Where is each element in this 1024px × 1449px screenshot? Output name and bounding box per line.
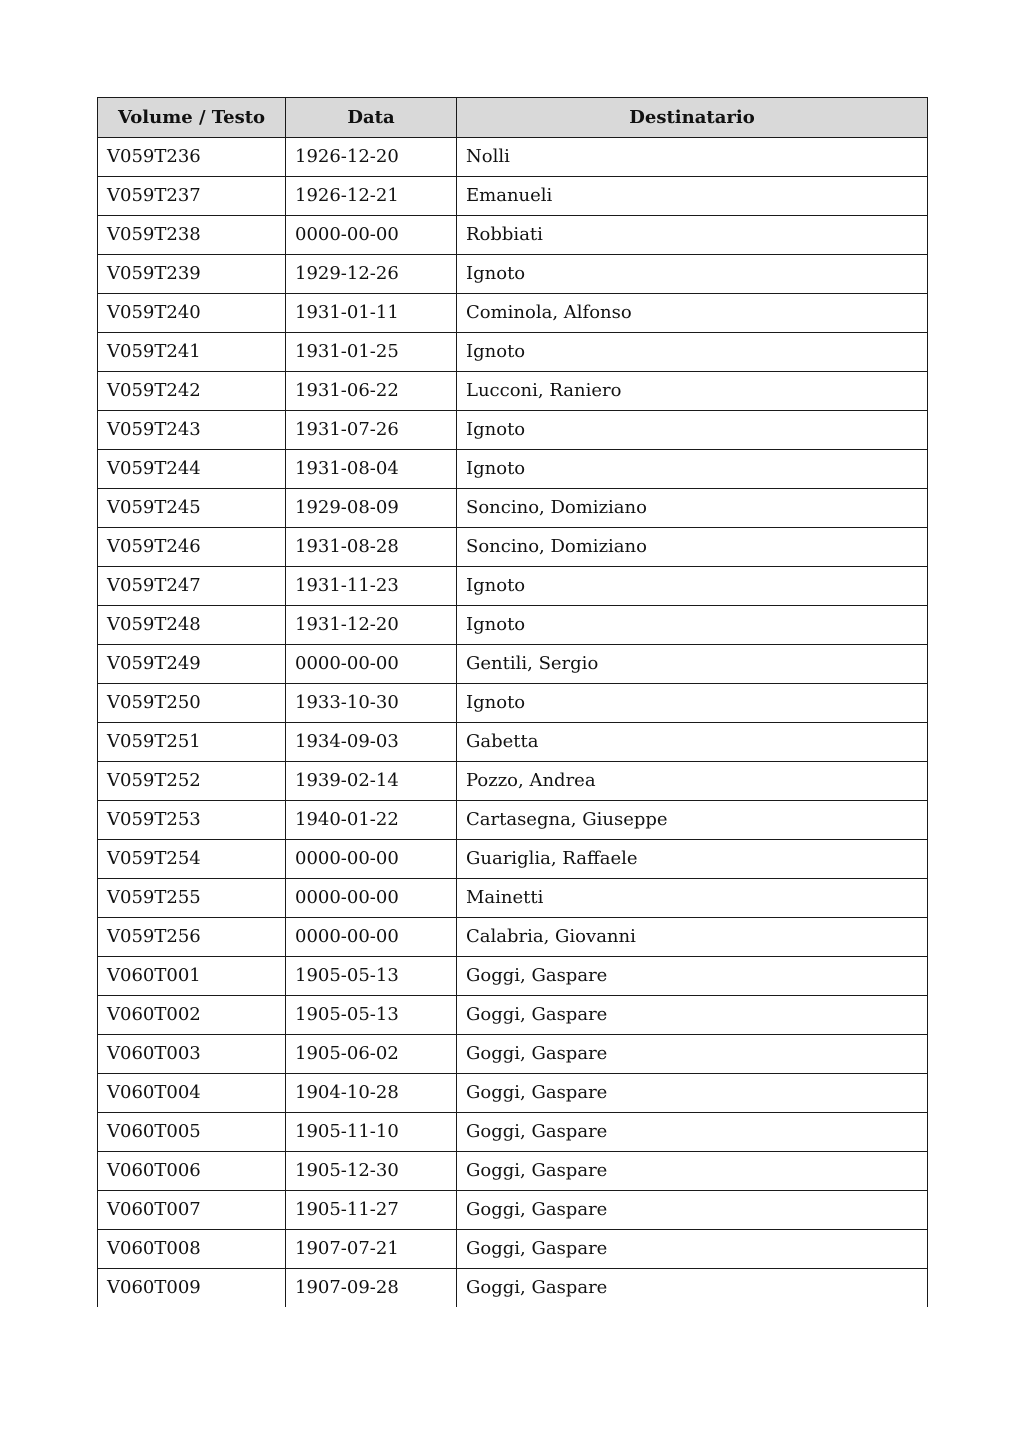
cell-data: 1905-11-27 [286, 1191, 457, 1230]
table-row [98, 762, 928, 801]
table-header [98, 98, 928, 138]
column-header-destinatario: Destinatario [457, 98, 928, 138]
table-row [98, 1074, 928, 1113]
cell-destinatario: Ignoto [457, 333, 928, 372]
table-row [98, 216, 928, 255]
header-row [98, 98, 928, 138]
cell-destinatario: Soncino, Domiziano [457, 528, 928, 567]
cell-data: 1931-08-28 [286, 528, 457, 567]
table-row [98, 645, 928, 684]
table-row [98, 372, 928, 411]
table-row [98, 684, 928, 723]
table-row [98, 333, 928, 372]
table-row [98, 294, 928, 333]
table-body [98, 138, 928, 1308]
cell-volume-testo: V059T246 [98, 528, 286, 567]
cell-volume-testo: V060T002 [98, 996, 286, 1035]
table-row [98, 411, 928, 450]
cell-destinatario: Goggi, Gaspare [457, 1074, 928, 1113]
cell-destinatario: Calabria, Giovanni [457, 918, 928, 957]
cell-destinatario: Emanueli [457, 177, 928, 216]
cell-volume-testo: V060T003 [98, 1035, 286, 1074]
cell-volume-testo: V060T009 [98, 1269, 286, 1308]
cell-destinatario: Goggi, Gaspare [457, 1230, 928, 1269]
cell-volume-testo: V059T255 [98, 879, 286, 918]
cell-destinatario: Ignoto [457, 255, 928, 294]
table-row [98, 996, 928, 1035]
cell-data: 1931-01-11 [286, 294, 457, 333]
cell-destinatario: Nolli [457, 138, 928, 177]
cell-data: 1929-12-26 [286, 255, 457, 294]
cell-destinatario: Goggi, Gaspare [457, 996, 928, 1035]
cell-volume-testo: V060T004 [98, 1074, 286, 1113]
table-row [98, 177, 928, 216]
cell-volume-testo: V059T253 [98, 801, 286, 840]
cell-destinatario: Goggi, Gaspare [457, 1113, 928, 1152]
cell-volume-testo: V059T241 [98, 333, 286, 372]
cell-destinatario: Ignoto [457, 606, 928, 645]
column-header-volume-testo: Volume / Testo [98, 98, 286, 138]
cell-volume-testo: V060T008 [98, 1230, 286, 1269]
cell-destinatario: Guariglia, Raffaele [457, 840, 928, 879]
cell-volume-testo: V059T243 [98, 411, 286, 450]
cell-data: 1929-08-09 [286, 489, 457, 528]
cell-data: 1931-12-20 [286, 606, 457, 645]
cell-data: 1905-12-30 [286, 1152, 457, 1191]
cell-volume-testo: V059T244 [98, 450, 286, 489]
cell-volume-testo: V060T005 [98, 1113, 286, 1152]
table-row [98, 918, 928, 957]
table-row [98, 1269, 928, 1308]
cell-data: 0000-00-00 [286, 918, 457, 957]
table-row [98, 489, 928, 528]
cell-destinatario: Ignoto [457, 411, 928, 450]
cell-destinatario: Robbiati [457, 216, 928, 255]
cell-volume-testo: V059T245 [98, 489, 286, 528]
cell-destinatario: Goggi, Gaspare [457, 1152, 928, 1191]
cell-data: 1905-11-10 [286, 1113, 457, 1152]
cell-volume-testo: V059T249 [98, 645, 286, 684]
cell-data: 1939-02-14 [286, 762, 457, 801]
cell-volume-testo: V059T238 [98, 216, 286, 255]
cell-volume-testo: V059T251 [98, 723, 286, 762]
table-row [98, 723, 928, 762]
cell-volume-testo: V060T006 [98, 1152, 286, 1191]
cell-data: 1926-12-21 [286, 177, 457, 216]
table-row [98, 138, 928, 177]
cell-data: 0000-00-00 [286, 216, 457, 255]
cell-volume-testo: V059T252 [98, 762, 286, 801]
cell-volume-testo: V059T247 [98, 567, 286, 606]
table-row [98, 528, 928, 567]
cell-volume-testo: V059T256 [98, 918, 286, 957]
column-header-data: Data [286, 98, 457, 138]
cell-data: 1931-06-22 [286, 372, 457, 411]
cell-data: 1907-09-28 [286, 1269, 457, 1308]
cell-volume-testo: V060T007 [98, 1191, 286, 1230]
cell-volume-testo: V059T250 [98, 684, 286, 723]
cell-destinatario: Soncino, Domiziano [457, 489, 928, 528]
table-row [98, 879, 928, 918]
table-row [98, 1152, 928, 1191]
cell-volume-testo: V059T236 [98, 138, 286, 177]
cell-destinatario: Goggi, Gaspare [457, 957, 928, 996]
cell-volume-testo: V059T240 [98, 294, 286, 333]
cell-data: 0000-00-00 [286, 879, 457, 918]
cell-data: 1940-01-22 [286, 801, 457, 840]
cell-volume-testo: V059T237 [98, 177, 286, 216]
table-row [98, 1035, 928, 1074]
table-row [98, 1230, 928, 1269]
records-table [97, 97, 928, 1307]
cell-destinatario: Goggi, Gaspare [457, 1035, 928, 1074]
cell-destinatario: Ignoto [457, 684, 928, 723]
cell-destinatario: Cartasegna, Giuseppe [457, 801, 928, 840]
cell-data: 1931-08-04 [286, 450, 457, 489]
table-row [98, 1191, 928, 1230]
cell-destinatario: Gentili, Sergio [457, 645, 928, 684]
cell-data: 1926-12-20 [286, 138, 457, 177]
cell-data: 1905-06-02 [286, 1035, 457, 1074]
table-row [98, 255, 928, 294]
cell-data: 1905-05-13 [286, 996, 457, 1035]
cell-data: 0000-00-00 [286, 840, 457, 879]
cell-data: 1931-01-25 [286, 333, 457, 372]
cell-volume-testo: V059T248 [98, 606, 286, 645]
cell-data: 1931-07-26 [286, 411, 457, 450]
cell-data: 1931-11-23 [286, 567, 457, 606]
cell-data: 0000-00-00 [286, 645, 457, 684]
table-row [98, 957, 928, 996]
table-row [98, 1113, 928, 1152]
cell-data: 1934-09-03 [286, 723, 457, 762]
cell-data: 1904-10-28 [286, 1074, 457, 1113]
cell-destinatario: Goggi, Gaspare [457, 1269, 928, 1308]
cell-destinatario: Goggi, Gaspare [457, 1191, 928, 1230]
table-row [98, 606, 928, 645]
cell-data: 1933-10-30 [286, 684, 457, 723]
cell-destinatario: Ignoto [457, 567, 928, 606]
cell-data: 1907-07-21 [286, 1230, 457, 1269]
table-row [98, 450, 928, 489]
cell-volume-testo: V059T239 [98, 255, 286, 294]
table-row [98, 801, 928, 840]
cell-destinatario: Cominola, Alfonso [457, 294, 928, 333]
cell-destinatario: Ignoto [457, 450, 928, 489]
cell-destinatario: Mainetti [457, 879, 928, 918]
cell-destinatario: Gabetta [457, 723, 928, 762]
cell-volume-testo: V059T254 [98, 840, 286, 879]
cell-volume-testo: V059T242 [98, 372, 286, 411]
cell-destinatario: Lucconi, Raniero [457, 372, 928, 411]
table-row [98, 840, 928, 879]
cell-volume-testo: V060T001 [98, 957, 286, 996]
cell-destinatario: Pozzo, Andrea [457, 762, 928, 801]
cell-data: 1905-05-13 [286, 957, 457, 996]
table-row [98, 567, 928, 606]
